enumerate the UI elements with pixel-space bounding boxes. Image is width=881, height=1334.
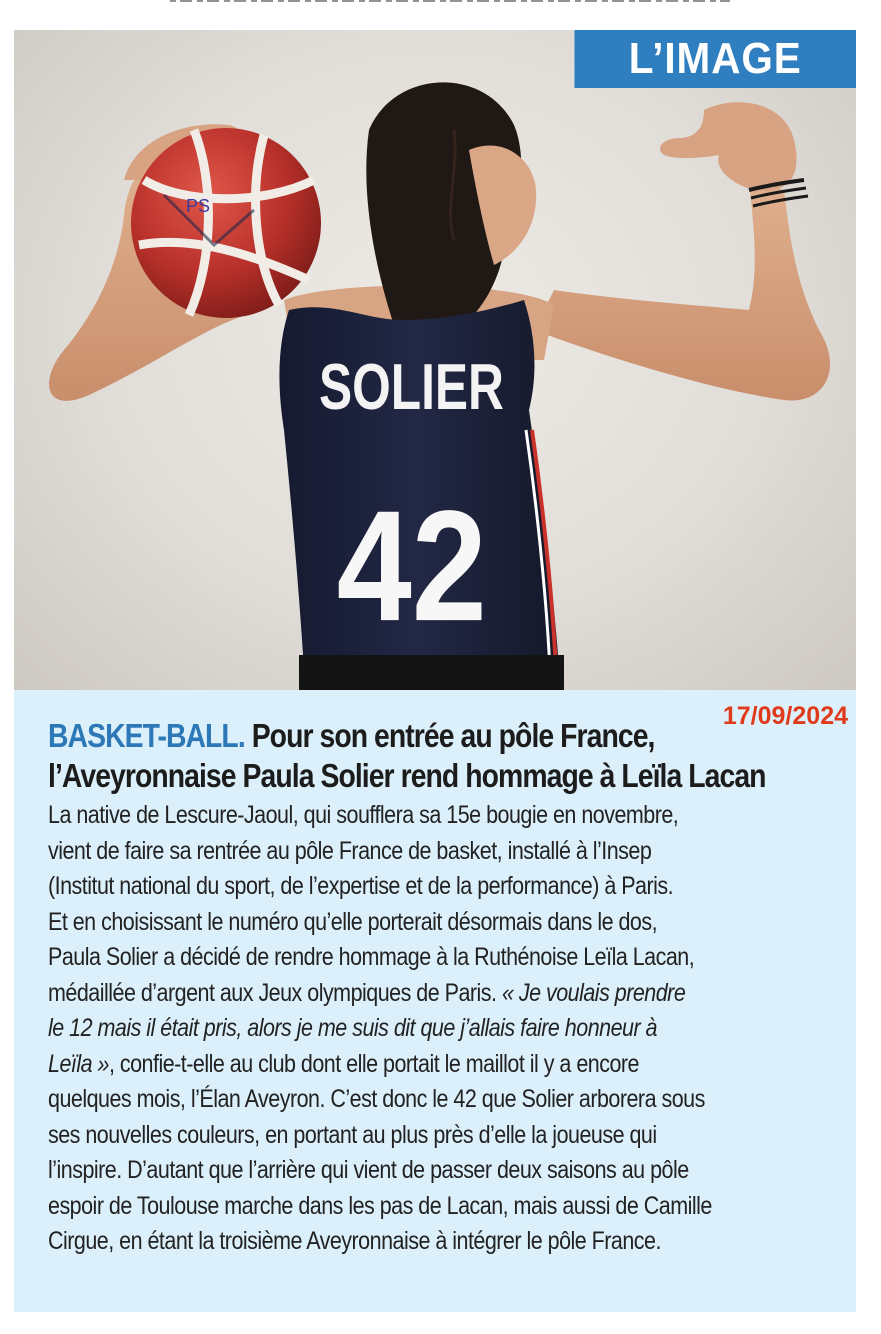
body-line: vient de faire sa rentrée au pôle France de basket, installé à l’Insep [48,836,652,865]
date-stamp: 17/09/2024 [722,702,848,730]
article-body [48,798,822,1260]
body-line [48,1047,822,1083]
section-badge: L’IMAGE [574,30,856,88]
previous-page-remnant [0,0,881,10]
article-photo [14,30,856,691]
basketball [131,128,321,318]
body-line: Et en choisissant le numéro qu’elle porterait désormais dans le dos, [48,907,658,936]
ball-marking: PS [186,196,211,216]
body-text-segment: , confie-t-elle au club dont elle portait le maillot il y a encore [108,1049,639,1078]
cropped-text-remnant [170,0,730,2]
kicker: BASKET-BALL. [48,717,245,754]
body-line: Paula Solier a décidé de rendre hommage à la Ruthénoise Leïla Lacan, [48,943,695,971]
body-line: ses nouvelles couleurs, en portant au plus près d’elle la joueuse qui [48,1120,657,1149]
right-arm [534,180,830,400]
headline [48,716,822,796]
body-line: Cirgue, en étant la troisième Aveyronnaise à intégrer le pôle France. [48,1227,661,1255]
body-line: (Institut national du sport, de l’expertise et de la performance) à Paris. [48,872,674,900]
jersey-name: SOLIER [318,351,504,424]
quote-segment: Leïla » [48,1049,109,1078]
body-line: espoir de Toulouse marche dans les pas de Lacan, mais aussi de Camille [48,1191,712,1220]
headline-line-2: l’Aveyronnaise Paula Solier rend hommage à Leïla Lacan [48,757,766,794]
headline-line-1 [48,717,655,754]
quote-segment: « Je voulais prendre [501,978,686,1007]
article-box [14,690,856,1312]
body-line: La native de Lescure-Jaoul, qui soufflera sa 15e bougie en novembre, [48,801,679,829]
quote-line: le 12 mais il était pris, alors je me suis dit que j’allais faire honneur à [48,1014,658,1042]
right-hand [660,102,797,191]
body-line [48,976,822,1012]
player-illustration [14,30,856,690]
body-line: l’inspire. D’autant que l’arrière qui vient de passer deux saisons au pôle [48,1156,689,1184]
body-text-segment: médaillée d’argent aux Jeux olympiques de Paris. [48,978,502,1007]
headline-line-1-text: Pour son entrée au pôle France, [244,717,655,754]
shorts [299,655,564,690]
jersey-number: 42 [336,478,487,655]
body-line: quelques mois, l’Élan Aveyron. C’est donc le 42 que Solier arborera sous [48,1085,705,1113]
